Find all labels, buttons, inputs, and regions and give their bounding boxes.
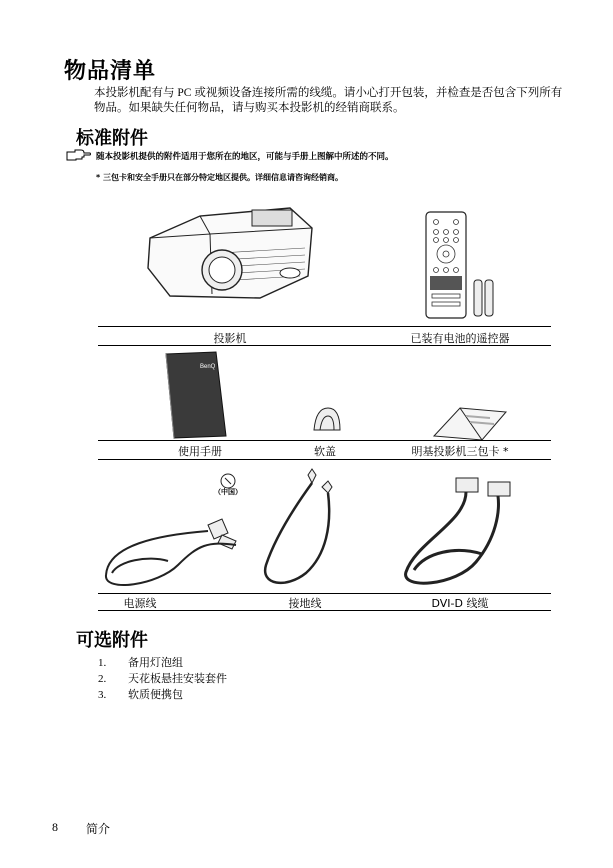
projector-icon — [140, 198, 320, 308]
item-label-manual: 使用手册 — [178, 445, 222, 458]
list-item: 1. 备用灯泡组 — [98, 656, 183, 669]
table-divider — [98, 345, 551, 346]
optional-accessories-list — [98, 655, 227, 703]
table-divider — [98, 610, 551, 611]
item-label-soft-cover: 软盖 — [314, 445, 336, 458]
page-number: 8 — [52, 820, 58, 834]
list-item: 3. 软质便携包 — [98, 688, 183, 701]
table-divider — [98, 326, 551, 327]
plug-region-note: （中国） — [214, 488, 242, 496]
note-text: 随本投影机提供的附件适用于您所在的地区，可能与手册上图解中所述的不同。 — [96, 152, 394, 162]
item-label-ground-wire: 接地线 — [288, 597, 322, 610]
page-title: 物品清单 — [64, 59, 157, 84]
manual-brand: BenQ — [200, 364, 216, 370]
soft-cover-icon — [308, 400, 348, 440]
dvi-cable-icon — [396, 462, 526, 592]
table-divider — [98, 593, 551, 594]
table-divider — [98, 440, 551, 441]
power-cord-icon — [98, 465, 258, 595]
section-name: 简介 — [86, 822, 111, 836]
item-label-remote: 已装有电池的遥控器 — [410, 332, 510, 345]
item-label-projector: 投影机 — [213, 332, 247, 345]
footnote-text: * 三包卡和安全手册只在部分特定地区提供。详细信息请咨询经销商。 — [96, 173, 343, 182]
ground-wire-icon — [256, 465, 356, 595]
item-label-power-cord: 电源线 — [123, 597, 157, 610]
note-hand-icon — [66, 148, 92, 162]
optional-accessories-heading: 可选附件 — [76, 630, 148, 651]
intro-paragraph: 本投影机配有与 PC 或视频设备连接所需的线缆。请小心打开包装，并检查是否包含下列所有物品。如果缺失任何物品，请与购买本投影机的经销商联系。 — [94, 87, 563, 114]
item-label-dvi-cable: DVI-D 线缆 — [431, 597, 489, 610]
list-item: 2. 天花板悬挂安装套件 — [98, 672, 227, 685]
manual-icon — [160, 350, 230, 440]
remote-control-icon — [422, 210, 502, 320]
table-divider — [98, 459, 551, 460]
standard-accessories-heading: 标准附件 — [76, 128, 148, 149]
item-label-warranty-card: 明基投影机三包卡 * — [411, 445, 509, 458]
warranty-card-icon — [430, 402, 510, 442]
